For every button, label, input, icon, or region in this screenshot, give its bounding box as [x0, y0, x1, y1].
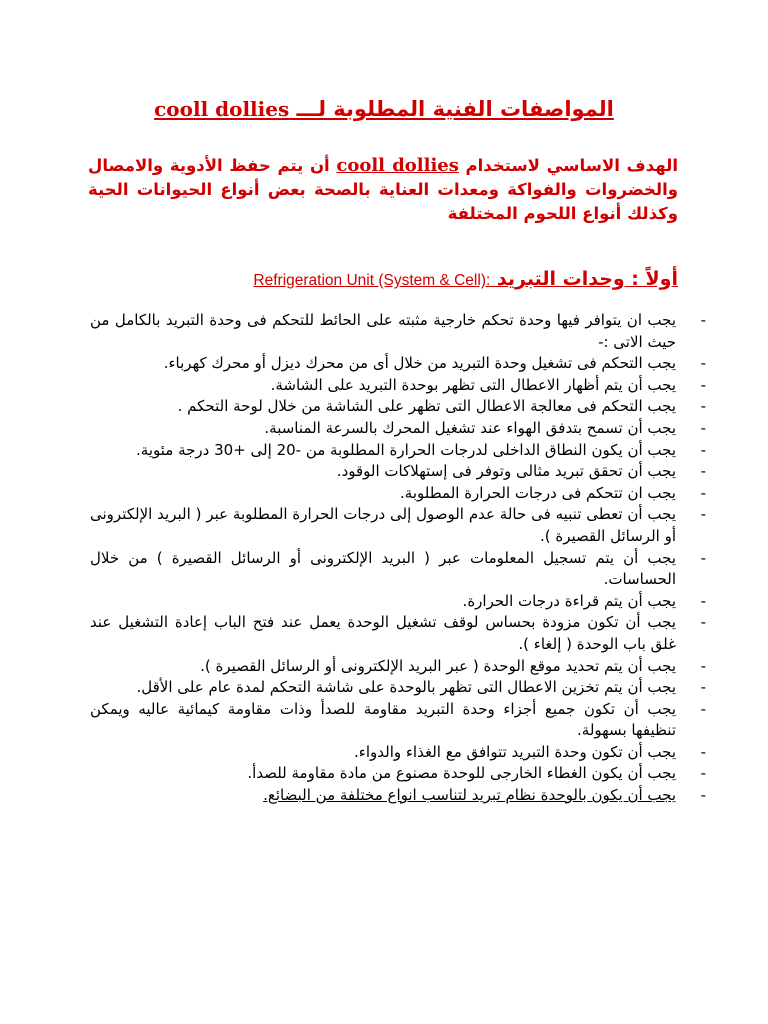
list-item [90, 763, 706, 785]
bullet-dash: - [700, 613, 706, 632]
bullet-dash: - [700, 764, 706, 783]
list-item [90, 785, 706, 807]
list-item [90, 699, 706, 742]
section-heading-latin: Refrigeration Unit (System & Cell): [253, 272, 491, 289]
list-item-text: يجب أن يتم أظهار الاعطال التى تظهر بوحدة التبريد على الشاشة. [270, 375, 676, 394]
bullet-dash: - [700, 548, 706, 567]
bullet-dash: - [700, 311, 706, 329]
list-item [90, 548, 706, 591]
list-item-text: يجب أن يتم تحديد موقع الوحدة ( عبر البريد الإلكترونى أو الرسائل القصيرة ). [200, 656, 676, 675]
list-item-text: يجب أن تكون وحدة التبريد تتوافق مع الغذاء والدواء. [354, 742, 676, 761]
intro-latin: cooll dollies [336, 155, 459, 176]
list-item-text: يجب أن تسمح بتدفق الهواء عند تشغيل المحرك بالسرعة المناسبة. [264, 418, 676, 437]
list-item [90, 612, 706, 655]
intro-part1: الهدف الاساسي لاستخدام [465, 156, 678, 175]
list-item [90, 440, 706, 462]
title-arabic: المواصفات الفنية المطلوبة لـــ [296, 97, 614, 121]
bullet-dash: - [700, 699, 706, 718]
document-title [0, 96, 768, 122]
title-latin: cooll dollies [154, 97, 290, 121]
bullet-dash: - [700, 786, 706, 805]
list-item [90, 483, 706, 505]
bullet-dash: - [700, 397, 706, 416]
bullet-dash: - [700, 354, 706, 373]
list-item-text: يجب التحكم فى معالجة الاعطال التى تظهر على الشاشة من خلال لوحة التحكم . [177, 397, 676, 416]
list-item-text: يجب أن تكون مزودة بحساس لوقف تشغيل الوحدة يعمل عند فتح الباب إعادة التشغيل عند غلق باب الوحدة ( إلغاء ). [90, 613, 676, 653]
bullet-dash: - [700, 418, 706, 437]
list-item-text: يجب أن يكون النطاق الداخلى لدرجات الحرارة المطلوبة من -20 إلى +30 درجة مئوية. [136, 440, 676, 459]
list-item-text: يجب أن تعطى تنبيه فى حالة عدم الوصول إلى درجات الحرارة المطلوبة عبر ( البريد الإلكترونى أو الرسائل القصيرة ). [90, 505, 676, 545]
list-item-text: يجب أن يتم تخزين الاعطال التى تظهر بالوحدة على شاشة التحكم لمدة عام على الأقل. [136, 678, 676, 697]
list-item [90, 677, 706, 699]
list-item [90, 418, 706, 440]
list-item-text: يجب أن يتم تسجيل المعلومات عبر ( البريد الإلكترونى أو الرسائل القصيرة ) من خلال الحساسات. [90, 548, 676, 589]
list-item-text: يجب أن تكون جميع أجزاء وحدة التبريد مقاومة للصدأ وذات مقاومة كيمائية عاليه ويمكن تنظيفها بسهولة. [90, 699, 676, 740]
list-item-text: يجب التحكم فى تشغيل وحدة التبريد من خلال أى من محرك ديزل أو محرك كهرباء. [163, 354, 676, 373]
list-item [90, 504, 706, 547]
intro-part2: أن يتم حفظ الأدوية والامصال والخضروات والفواكة ومعدات العناية بالصحة بعض أنواع الحيوانات الحية وكذلك أنواع اللحوم المختلفة [88, 156, 678, 223]
section-heading [78, 266, 678, 294]
list-item [90, 656, 706, 678]
list-item-text: يجب ان تتحكم فى درجات الحرارة المطلوبة. [400, 483, 676, 502]
bullet-dash: - [700, 591, 706, 610]
list-item [90, 353, 706, 375]
list-item [90, 310, 706, 353]
bullet-dash: - [700, 483, 706, 502]
section-heading-arabic: أولاً : وحدات التبريد [496, 268, 678, 290]
intro-paragraph [88, 154, 678, 226]
bullet-dash: - [700, 505, 706, 524]
bullet-dash: - [700, 742, 706, 761]
requirements-list [90, 310, 706, 807]
list-item [90, 591, 706, 613]
list-item [90, 375, 706, 397]
list-item-text: يجب أن يتم قراءة درجات الحرارة. [462, 591, 676, 610]
list-item-text: يجب ان يتوافر فيها وحدة تحكم خارجية مثبته على الحائط للتحكم فى وحدة التبريد بالكامل من حيث الاتى :- [90, 311, 676, 351]
bullet-dash: - [700, 462, 706, 481]
bullet-dash: - [700, 678, 706, 697]
list-item [90, 742, 706, 764]
list-item [90, 461, 706, 483]
bullet-dash: - [700, 440, 706, 459]
bullet-dash: - [700, 656, 706, 675]
list-item-text: يجب أن يكون الغطاء الخارجى للوحدة مصنوع من مادة مقاومة للصدأ. [247, 764, 676, 783]
list-item-text: يجب أن تحقق تبريد مثالى وتوفر فى إستهلاكات الوقود. [336, 462, 676, 481]
list-item-text: يجب أن يكون بالوحدة نظام تبريد لتناسب انواع مختلفة من البضائع. [263, 786, 676, 805]
list-item [90, 396, 706, 418]
bullet-dash: - [700, 375, 706, 394]
